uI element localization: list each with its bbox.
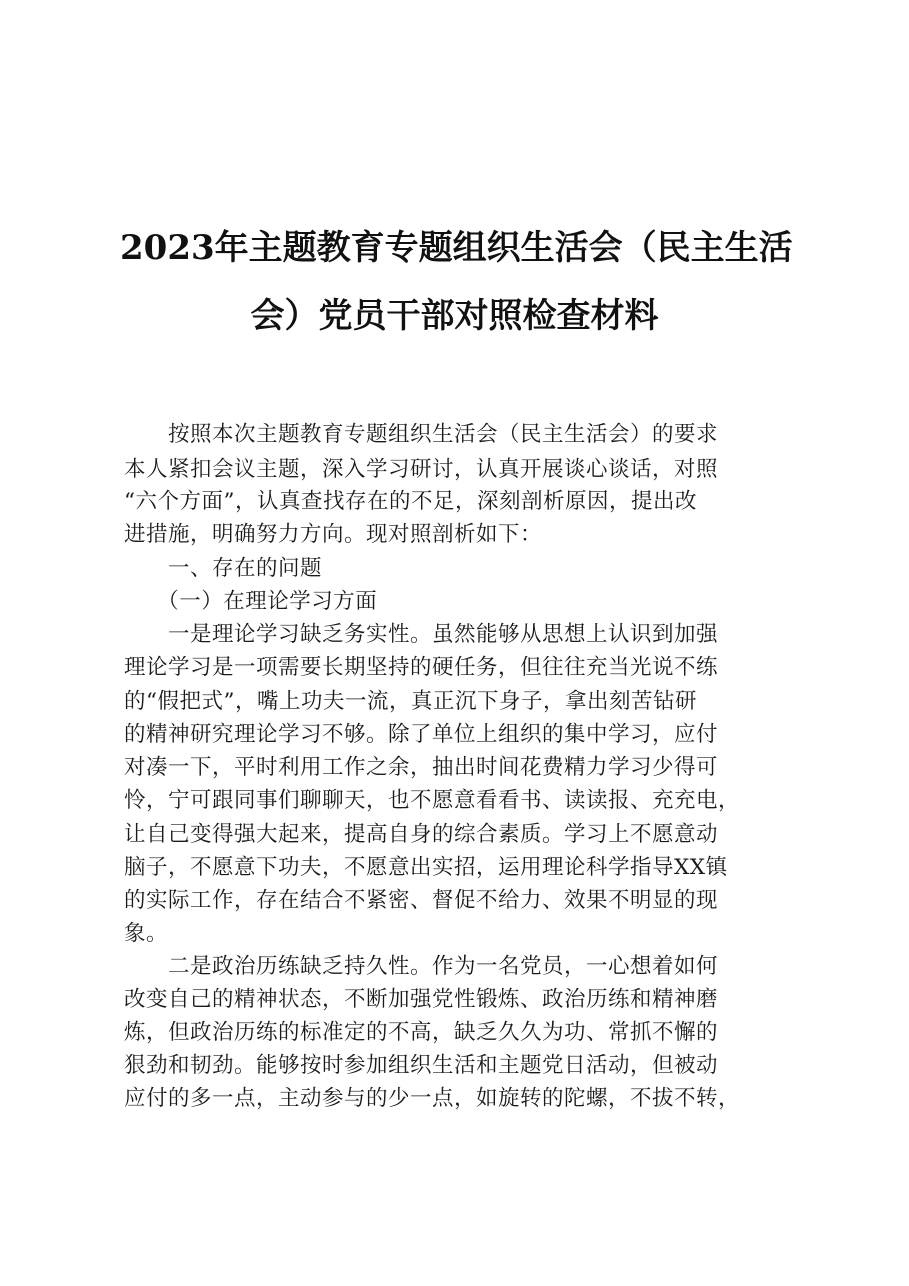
subsection-heading: （一）在理论学习方面: [124, 589, 378, 614]
body-line: 怜，宁可跟同事们聊聊天，也不愿意看看书、读读报、充充电，: [124, 788, 741, 813]
body-line: 脑子，不愿意下功夫，不愿意出实招，运用理论科学指导XX镇: [124, 855, 728, 880]
body-line: 二是政治历练缺乏持久性。作为一名党员，一心想着如何: [124, 954, 719, 979]
body-line: 炼，但政治历练的标准定的不高，缺乏久久为功、常抓不懈的: [124, 1020, 719, 1045]
section-heading: 一、存在的问题: [124, 556, 323, 581]
body-line: 的实际工作，存在结合不紧密、督促不给力、效果不明显的现: [124, 888, 719, 913]
body-line: 的精神研究理论学习不够。除了单位上组织的集中学习，应付: [124, 722, 719, 747]
body-line: 的“假把式”，嘴上功夫一流，真正沉下身子，拿出刻苦钻研: [124, 689, 697, 714]
body-line: 理论学习是一项需要长期坚持的硬任务，但往往充当光说不练: [124, 655, 719, 680]
body-line: 本人紧扣会议主题，深入学习研讨，认真开展谈心谈话，对照: [124, 457, 719, 482]
document-title-line-1: 2023年主题教育专题组织生活会（民主生活: [120, 228, 793, 268]
body-line: 狠劲和韧劲。能够按时参加组织生活和主题党日活动，但被动: [124, 1053, 719, 1078]
document-title-line-2: 会）党员干部对照检查材料: [250, 296, 659, 336]
body-line: 改变自己的精神状态，不断加强党性锻炼、政治历练和精神磨: [124, 987, 719, 1012]
body-line: 象。: [124, 921, 169, 946]
body-line: 应付的多一点，主动参与的少一点，如旋转的陀螺，不拔不转，: [124, 1086, 741, 1111]
body-line: 按照本次主题教育专题组织生活会（民主生活会）的要求: [124, 422, 719, 447]
body-line: “六个方面”，认真查找存在的不足，深刻剖析原因，提出改: [124, 489, 697, 514]
body-line: 让自己变得强大起来，提高自身的综合素质。学习上不愿意动: [124, 822, 719, 847]
body-line: 进措施，明确努力方向。现对照剖析如下：: [124, 522, 543, 547]
body-line: 一是理论学习缺乏务实性。虽然能够从思想上认识到加强: [124, 622, 719, 647]
body-line: 对凑一下，平时利用工作之余，抽出时间花费精力学习少得可: [124, 755, 719, 780]
